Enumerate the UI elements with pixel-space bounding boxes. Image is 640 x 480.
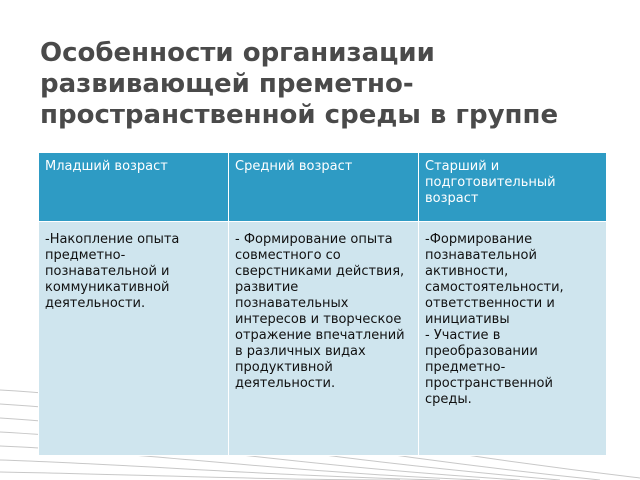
cell-middle-age: - Формирование опыта совместного со сверстниками действия, развитие познавательных интересов и творческое отражение впечатлений в различных видах продуктивной деятельности.: [229, 222, 419, 456]
header-junior-age: Младший возраст: [39, 153, 229, 222]
age-features-table: [38, 152, 607, 456]
table-row: [39, 222, 607, 456]
header-senior-age: Старший и подготовительный возраст: [419, 153, 607, 222]
header-middle-age: Средний возраст: [229, 153, 419, 222]
cell-junior-age: -Накопление опыта предметно-познавательной и коммуникативной деятельности.: [39, 222, 229, 456]
cell-senior-age: -Формирование познавательной активности, самостоятельности, ответственности и инициативы - Участие в преобразовании предметно-пространственной среды.: [419, 222, 607, 456]
table-header-row: [39, 153, 607, 222]
page-title: Особенности организации развивающей преметно-пространственной среды в группе: [40, 38, 559, 130]
